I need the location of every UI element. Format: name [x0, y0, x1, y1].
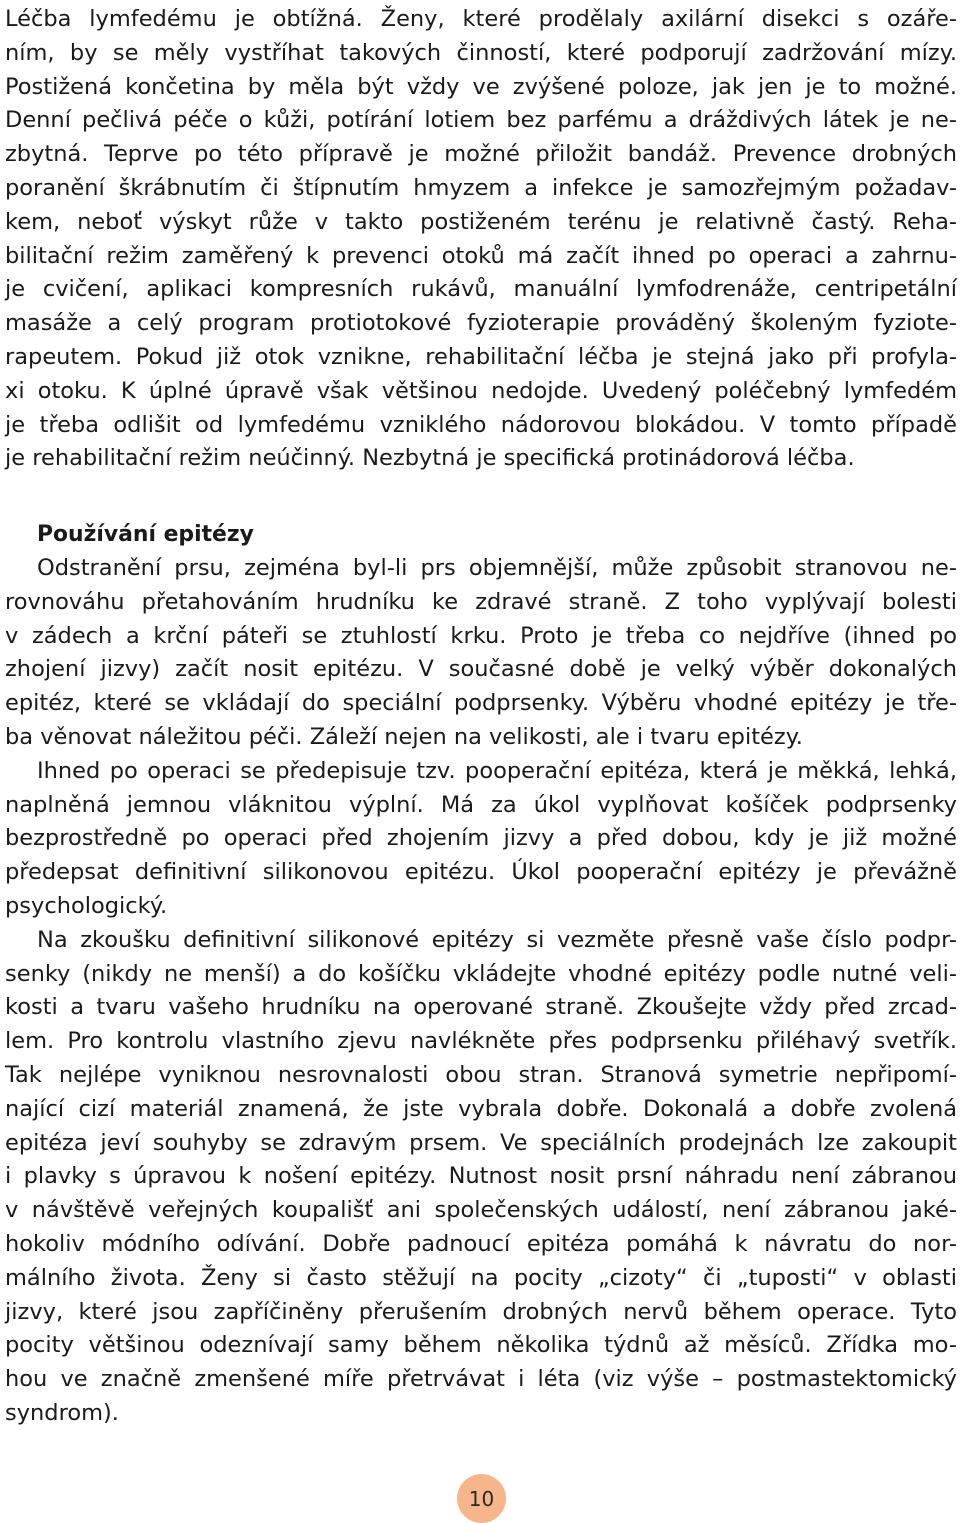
text-line: naplněná jemnou vláknitou výplní. Má za úkol vyplňovat košíček podprsenky: [5, 791, 957, 818]
section-heading: Používání epitézy: [37, 522, 254, 547]
text-line: jizvy, které jsou zapříčiněny přerušením drobných nervů během operace. Tyto: [5, 1298, 957, 1325]
text-line: je třeba odlišit od lymfedému vzniklého nádorovou blokádou. V tomto případě: [5, 411, 957, 438]
text-line: Tak nejlépe vyniknou nesrovnalosti obou stran. Stranová symetrie nepřipomí-: [5, 1061, 957, 1088]
text-line: předepsat definitivní silikonovou epitézu. Úkol pooperační epitézy je převážně: [5, 859, 957, 886]
text-line: pocity většinou odeznívají samy během několika týdnů až měsíců. Zřídka mo-: [5, 1332, 957, 1359]
text-line: zbytná. Teprve po této přípravě je možné přiložit bandáž. Prevence drobných: [5, 141, 957, 168]
text-line: málního života. Ženy si často stěžují na pocity „cizoty“ či „tuposti“ v oblasti: [5, 1264, 957, 1291]
text-line: i plavky s úpravou k nošení epitézy. Nutnost nosit prsní náhradu není zábranou: [5, 1163, 957, 1190]
text-line: xi otoku. K úplné úpravě však většinou nedojde. Uvedený poléčebný lymfedém: [5, 377, 957, 404]
text-line: Ihned po operaci se předepisuje tzv. pooperační epitéza, která je měkká, lehká,: [37, 757, 957, 784]
text-line: rapeutem. Pokud již otok vznikne, rehabilitační léčba je stejná jako při profyla-: [5, 343, 957, 370]
text-line: Na zkoušku definitivní silikonové epitézy si vezměte přesně vaše číslo podpr-: [37, 926, 957, 953]
text-line: psychologický.: [5, 892, 168, 919]
paragraph-lymphedema: [5, 3, 957, 476]
paragraph-epithesis: [5, 552, 957, 1431]
text-line: lem. Pro kontrolu vlastního zjevu navlékněte přes podprsenku přiléhavý svetřík.: [5, 1028, 957, 1055]
text-line: senky (nikdy ne menší) a do košíčku vkládejte vhodné epitézy podle nutné veli-: [5, 960, 957, 987]
text-line: Postižená končetina by měla být vždy ve zvýšené poloze, jak jen je to možné.: [5, 73, 957, 100]
text-line: hou ve značně zmenšené míře přetrvávat i léta (viz výše – postmastektomický: [5, 1366, 957, 1393]
page-number-badge: [457, 1474, 506, 1523]
text-line: ba věnovat náležitou péči. Záleží nejen na velikosti, ale i tvaru epitézy.: [5, 723, 803, 750]
text-line: Léčba lymfedému je obtížná. Ženy, které prodělaly axilární disekci s ozáře-: [5, 6, 957, 32]
text-line: syndrom).: [5, 1399, 119, 1426]
text-line: v zádech a krční páteři se ztuhlostí krku. Proto je třeba co nejdříve (ihned po: [5, 622, 957, 649]
text-line: rovnováhu přetahováním hrudníku ke zdravé straně. Z toho vyplývají bolesti: [5, 588, 957, 615]
page-number: 10: [468, 1486, 495, 1511]
text-line: poranění škrábnutím či štípnutím hmyzem a infekce je samozřejmým požadav-: [5, 174, 957, 201]
text-line: ním, by se měly vystříhat takových činností, které podporují zadržování mízy.: [5, 39, 957, 66]
text-line: v návštěvě veřejných koupališť ani společenských událostí, není zábranou jaké-: [5, 1197, 957, 1224]
text-line: epitéza jeví souhyby se zdravým prsem. Ve speciálních prodejnách lze zakoupit: [5, 1129, 957, 1156]
text-line: kem, neboť výskyt růže v takto postiženém terénu je relativně častý. Reha-: [5, 208, 957, 235]
text-line: Odstranění prsu, zejména byl-li prs objemnější, může způsobit stranovou ne-: [37, 555, 957, 581]
text-line: epitéz, které se vkládají do speciální podprsenky. Výběru vhodné epitézy je tře-: [5, 690, 957, 717]
text-line: nající cizí materiál znamená, že jste vybrala dobře. Dokonalá a dobře zvolená: [5, 1095, 957, 1122]
text-line: zhojení jizvy) začít nosit epitézu. V současné době je velký výběr dokonalých: [5, 656, 957, 683]
text-line: hokoliv módního odívání. Dobře padnoucí epitéza pomáhá k návratu do nor-: [5, 1230, 957, 1257]
text-line: masáže a celý program protiotokové fyzioterapie prováděný školeným fyziote-: [5, 310, 957, 337]
text-line: bezprostředně po operaci před zhojením jizvy a před dobou, kdy je již možné: [5, 825, 957, 852]
text-line: bilitační režim zaměřený k prevenci otoků má začít ihned po operaci a zahrnu-: [5, 242, 957, 269]
text-line: je rehabilitační režim neúčinný. Nezbytná je specifická protinádorová léčba.: [5, 445, 855, 472]
text-line: kosti a tvaru vašeho hrudníku na operované straně. Zkoušejte vždy před zrcad-: [5, 994, 957, 1021]
text-line: Denní pečlivá péče o kůži, potírání lotiem bez parfému a dráždivých látek je ne-: [5, 107, 957, 134]
text-line: je cvičení, aplikaci kompresních rukávů, manuální lymfodrenáže, centripetální: [5, 276, 957, 303]
